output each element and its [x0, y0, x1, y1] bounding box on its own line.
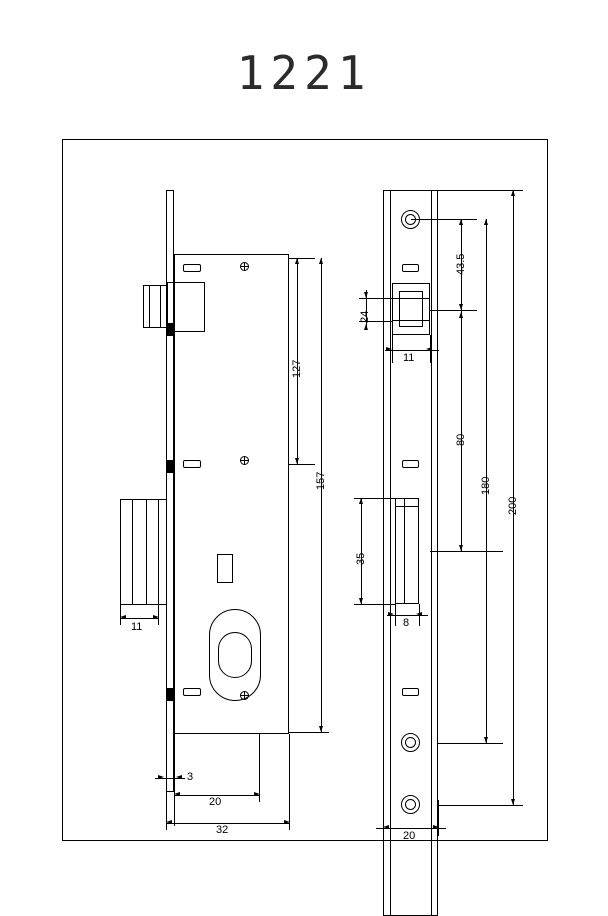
ext-line-side-top — [289, 258, 315, 259]
dim-arrow-11-front-l — [386, 347, 392, 351]
dim-arrow-80-top — [459, 312, 463, 318]
ext-line-side-bot — [289, 732, 329, 733]
front-dead-bolt — [395, 498, 419, 604]
side-dead-bolt — [120, 499, 167, 605]
dim-arrow-3-left — [158, 775, 164, 779]
dim-arrow-24-bot — [364, 324, 368, 330]
dim-arrow-32-r — [284, 820, 290, 824]
dim-3-label: 3 — [187, 771, 194, 783]
ext-line-32-b — [289, 734, 290, 830]
front-latch-bolt-face — [399, 291, 423, 327]
front-plate-inner-right — [431, 190, 432, 916]
ext-line-180-bottom — [438, 743, 503, 744]
dim-180-label: 180 — [480, 476, 492, 495]
dim-arrow-3-right — [176, 775, 182, 779]
ext-line-20-front-left — [383, 800, 384, 836]
ext-line-side-mid — [289, 464, 315, 465]
dim-arrow-127-top — [295, 258, 299, 264]
side-dead-bolt-line-1 — [132, 499, 133, 605]
front-dead-bolt-inner — [404, 498, 405, 604]
front-dead-bolt-top-curve — [395, 506, 419, 507]
dim-20-side-label: 20 — [209, 796, 222, 808]
side-latch-line-2 — [160, 285, 161, 328]
dim-arrow-8-l — [388, 612, 394, 616]
dim-32-label: 32 — [216, 824, 229, 836]
side-spindle-hole — [217, 554, 233, 583]
side-case-slot-top — [183, 264, 201, 272]
dim-157-label: 157 — [315, 471, 327, 490]
dim-arrow-20-side-r — [254, 792, 260, 796]
dim-arrow-180-top — [484, 219, 488, 225]
side-latch-bolt — [143, 285, 167, 328]
dim-43-5-label: 43.5 — [455, 253, 467, 275]
ext-line-200-bottom — [438, 805, 523, 806]
dim-11-left-label: 11 — [131, 621, 143, 633]
dim-arrow-200-top — [511, 190, 515, 196]
side-case-slot-mid — [183, 460, 201, 468]
dim-200-label: 200 — [507, 496, 519, 515]
dim-line-80 — [461, 310, 462, 551]
dim-80-label: 80 — [455, 433, 467, 446]
dim-24-label: 24 — [359, 310, 371, 323]
ext-line-11-front-a — [392, 335, 393, 363]
dim-arrow-35-top — [359, 498, 363, 504]
page-title: 1221 — [236, 46, 372, 100]
front-slot-bottom — [402, 688, 419, 696]
dim-35-label: 35 — [355, 552, 367, 565]
side-plate-slot-bottom — [167, 688, 173, 701]
dim-arrow-43-5-top — [459, 219, 463, 225]
side-plate-slot-mid — [167, 460, 173, 473]
drawing-frame — [62, 139, 548, 841]
dim-arrow-180-bot — [484, 737, 488, 743]
dim-line-157 — [321, 258, 322, 732]
ext-line-20-front-right — [438, 800, 439, 836]
front-latch-top-line — [392, 298, 430, 299]
dim-arrow-200-bot — [511, 799, 515, 805]
ext-line-80-b — [430, 551, 503, 552]
front-latch-bottom-line — [392, 320, 430, 321]
ext-line-43-5-b — [430, 310, 477, 311]
dim-line-32 — [166, 823, 290, 824]
dim-11-front-label: 11 — [403, 352, 415, 364]
front-slot-mid — [402, 460, 419, 468]
dim-arrow-11-front-r — [426, 347, 432, 351]
dim-arrow-20-front-l — [383, 825, 389, 829]
side-plate-slot-top — [167, 323, 173, 336]
dim-arrow-8-r — [416, 612, 422, 616]
dim-8-label: 8 — [403, 617, 410, 629]
side-cylinder-oval-inner — [218, 632, 252, 678]
dim-arrow-80-bot — [459, 545, 463, 551]
side-faceplate — [166, 190, 174, 792]
side-latch-line-1 — [149, 285, 150, 328]
ext-line-24-a — [359, 298, 392, 299]
side-case-corner — [281, 254, 289, 255]
dim-arrow-157-top — [319, 258, 323, 264]
dim-arrow-20-front-r — [433, 825, 439, 829]
side-dead-bolt-line-2 — [146, 499, 147, 605]
dim-arrow-20-side-l — [174, 792, 180, 796]
dim-127-label: 127 — [291, 359, 303, 378]
dim-arrow-32-l — [166, 820, 172, 824]
dim-arrow-35-bot — [359, 598, 363, 604]
side-dead-bolt-line-3 — [158, 499, 159, 605]
ext-line-32-a — [166, 792, 167, 830]
dim-arrow-157-bottom — [319, 726, 323, 732]
ext-line-43-5-a — [411, 219, 477, 220]
dim-arrow-24-top — [364, 292, 368, 298]
dim-arrow-11-left-l — [120, 615, 126, 619]
dim-20-front-label: 20 — [403, 830, 416, 842]
side-case-slot-bottom — [183, 688, 201, 696]
dim-arrow-11-left-r — [153, 615, 159, 619]
dim-arrow-127-bottom — [295, 458, 299, 464]
front-slot-top — [402, 264, 419, 272]
dim-line-35 — [361, 498, 362, 605]
